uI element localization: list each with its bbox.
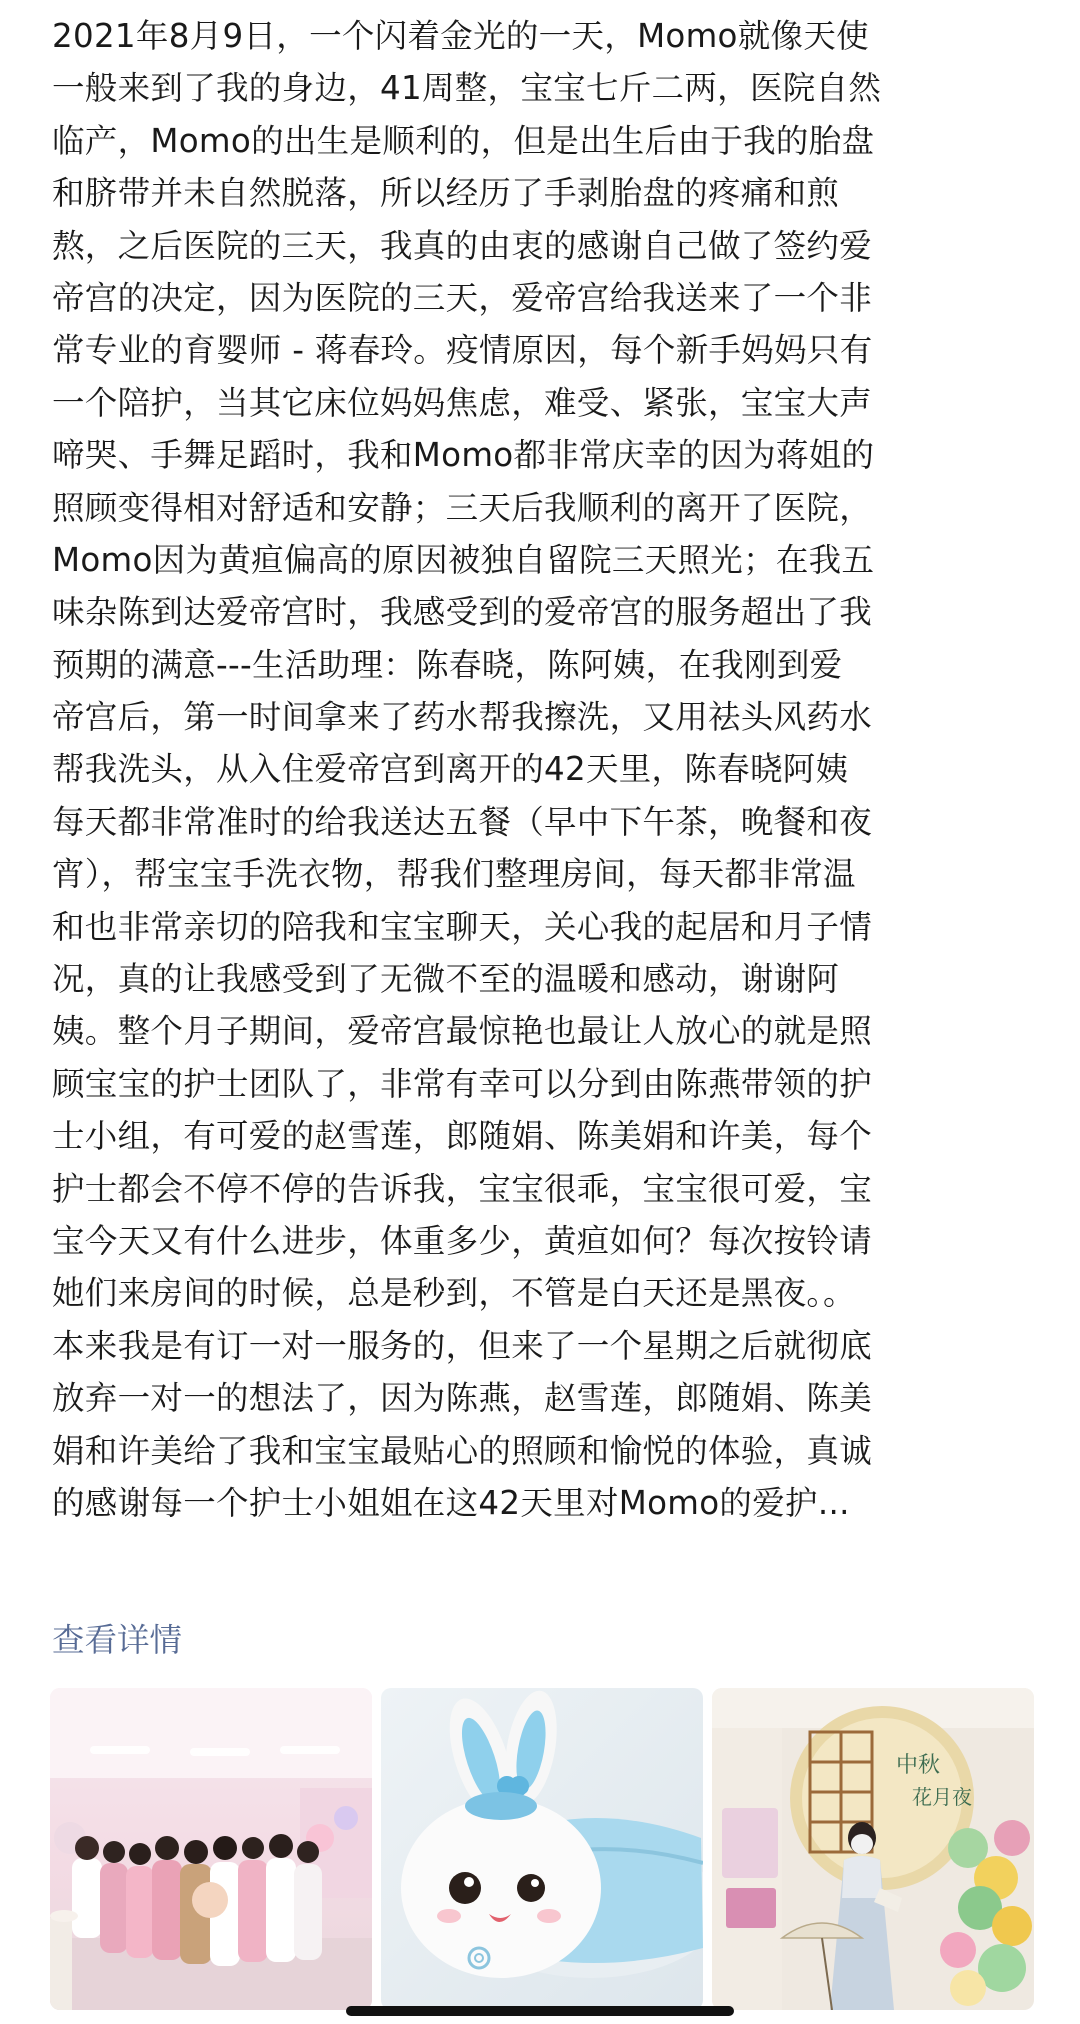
post-line: 护士都会不停不停的告诉我，宝宝很乖，宝宝很可爱，宝 — [52, 1169, 873, 1208]
post-line: 本来我是有订一对一服务的，但来了一个星期之后就彻底 — [52, 1326, 873, 1365]
post-line: 帝宫后，第一时间拿来了药水帮我擦洗，又用祛头风药水 — [52, 698, 873, 737]
sign-text-main: 中秋 — [896, 1753, 941, 1778]
post-line: 况，真的让我感受到了无微不至的温暖和感动，谢谢阿 — [52, 960, 840, 999]
post-line: 帝宫的决定，因为医院的三天，爱帝宫给我送来了一个非 — [52, 278, 873, 317]
sign-text-sub: 花月夜 — [912, 1785, 972, 1809]
group-photo-image — [50, 1688, 372, 2010]
post-line: 每天都非常准时的给我送达五餐（早中下午茶，晚餐和夜 — [52, 802, 873, 841]
post-line: 熬，之后医院的三天，我真的由衷的感谢自己做了签约爱 — [52, 226, 873, 265]
post-line: 的感谢每一个护士小姐姐在这42天里对Momo的爱护... — [52, 1483, 850, 1522]
post-line: 一般来到了我的身边，41周整，宝宝七斤二两，医院自然 — [52, 69, 882, 108]
post-line: 宝今天又有什么进步，体重多少，黄疸如何？每次按铃请 — [52, 1221, 873, 1260]
photo-mid-autumn-display[interactable] — [712, 1688, 1034, 2010]
photo-grid — [50, 1688, 1030, 2010]
post-line: 味杂陈到达爱帝宫时，我感受到的爱帝宫的服务超出了我 — [52, 593, 873, 632]
post-line: 啼哭、手舞足蹈时，我和Momo都非常庆幸的因为蒋姐的 — [52, 436, 875, 475]
post-line: 一个陪护，当其它床位妈妈焦虑，难受、紧张，宝宝大声 — [52, 383, 873, 422]
post-line: 照顾变得相对舒适和安静；三天后我顺利的离开了医院， — [52, 488, 873, 527]
post-line: 帮我洗头，从入住爱帝宫到离开的42天里，陈春晓阿姨 — [52, 750, 849, 789]
home-indicator[interactable] — [346, 2006, 734, 2016]
post-line: Momo因为黄疸偏高的原因被独自留院三天照光；在我五 — [52, 540, 875, 579]
post-line: 顾宝宝的护士团队了，非常有幸可以分到由陈燕带领的护 — [52, 1064, 873, 1103]
mid-autumn-photo-image — [712, 1688, 1034, 2010]
post-line: 预期的满意---生活助理：陈春晓，陈阿姨，在我刚到爱 — [52, 645, 843, 684]
post-line: 宵），帮宝宝手洗衣物，帮我们整理房间，每天都非常温 — [52, 855, 856, 894]
post-line: 临产，Momo的出生是顺利的，但是出生后由于我的胎盘 — [52, 121, 875, 160]
post-line: 和脐带并未自然脱落，所以经历了手剥胎盘的疼痛和煎 — [52, 174, 840, 213]
post-line: 士小组，有可爱的赵雪莲，郎随娟、陈美娟和许美，每个 — [52, 1117, 873, 1156]
post-line: 她们来房间的时候，总是秒到，不管是白天还是黑夜。。 — [52, 1274, 856, 1313]
photo-bunny-plush[interactable] — [381, 1688, 703, 2010]
photo-group-nurses[interactable] — [50, 1688, 372, 2010]
post-line: 娟和许美给了我和宝宝最贴心的照顾和愉悦的体验，真诚 — [52, 1431, 873, 1470]
post-body — [52, 10, 1028, 1529]
post-line: 常专业的育婴师 - 蒋春玲。疫情原因，每个新手妈妈只有 — [52, 331, 873, 370]
post-line: 放弃一对一的想法了，因为陈燕，赵雪莲，郎随娟、陈美 — [52, 1379, 873, 1418]
see-more-link[interactable]: 查看详情 — [52, 1621, 183, 1659]
post-line: 2021年8月9日，一个闪着金光的一天，Momo就像天使 — [52, 17, 869, 55]
bunny-plush-image — [381, 1688, 703, 2010]
post-line: 姨。整个月子期间，爱帝宫最惊艳也最让人放心的就是照 — [52, 1012, 873, 1051]
post-line: 和也非常亲切的陪我和宝宝聊天，关心我的起居和月子情 — [52, 907, 873, 946]
